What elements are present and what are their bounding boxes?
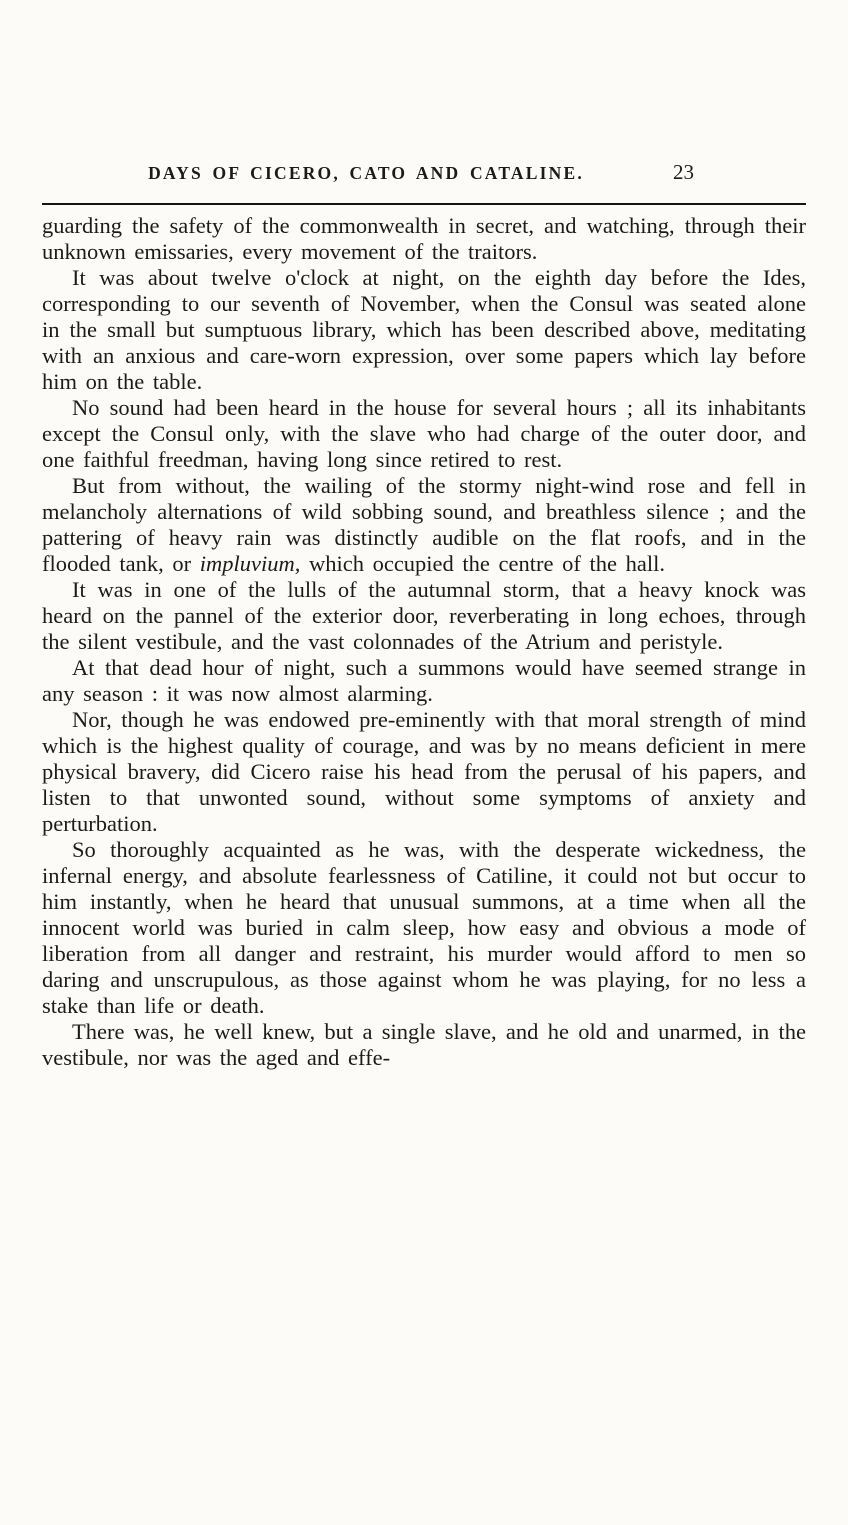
- paragraph-4: [42, 473, 806, 577]
- page-header: [42, 160, 806, 195]
- paragraph-3: No sound had been heard in the house for several hours ; all its inhabitants except the Consul only, with the slave who had charge of the outer door, and one faithful freedman, having long since retired to rest.: [42, 395, 806, 472]
- page-number: 23: [673, 160, 694, 184]
- paragraph-6: At that dead hour of night, such a summons would have seemed strange in any season : it was now almost alarming.: [42, 655, 806, 706]
- running-title: DAYS OF CICERO, CATO AND CATALINE.: [148, 163, 584, 183]
- paragraph-2: It was about twelve o'clock at night, on the eighth day before the Ides, corresponding to our seventh of November, when the Consul was seated alone in the small but sumptuous library, which has been described above, meditating with an anxious and care-worn expression, over some papers which lay before him on the table.: [42, 265, 806, 394]
- paragraph-8: So thoroughly acquainted as he was, with the desperate wickedness, the infernal energy, and absolute fearlessness of Catiline, it could not but occur to him instantly, when he heard that unusual summons, at a time when all the innocent world was buried in calm sleep, how easy and obvious a mode of liberation from all danger and restraint, his murder would afford to men so daring and unscrupulous, as those against whom he was playing, for no less a stake than life or death.: [42, 837, 806, 1018]
- latin-term-impluvium: impluvium,: [199, 551, 301, 576]
- paragraph-9: There was, he well knew, but a single slave, and he old and unarmed, in the vestibule, nor was the aged and effe-: [42, 1019, 806, 1070]
- paragraph-4-text-after: which occupied the centre of the hall.: [300, 551, 665, 576]
- paragraph-5: It was in one of the lulls of the autumnal storm, that a heavy knock was heard on the pannel of the exterior door, reverberating in long echoes, through the silent vestibule, and the vast colonnades of the Atrium and peristyle.: [42, 577, 806, 654]
- header-rule: [42, 203, 806, 205]
- paragraph-4-text-before: But from without, the wailing of the stormy night-wind rose and fell in melancholy alternations of wild sobbing sound, and breathless silence ; and the pattering of heavy rain was distinctly audible on the flat roofs, and in the flooded tank, or: [42, 473, 806, 576]
- paragraph-7: Nor, though he was endowed pre-eminently with that moral strength of mind which is the highest quality of courage, and was by no means deficient in mere physical bravery, did Cicero raise his head from the perusal of his papers, and listen to that unwonted sound, without some symptoms of anxiety and perturbation.: [42, 707, 806, 836]
- paragraph-1: guarding the safety of the commonwealth in secret, and watching, through their unknown emissaries, every movement of the traitors.: [42, 213, 806, 264]
- page-body: [42, 213, 806, 1071]
